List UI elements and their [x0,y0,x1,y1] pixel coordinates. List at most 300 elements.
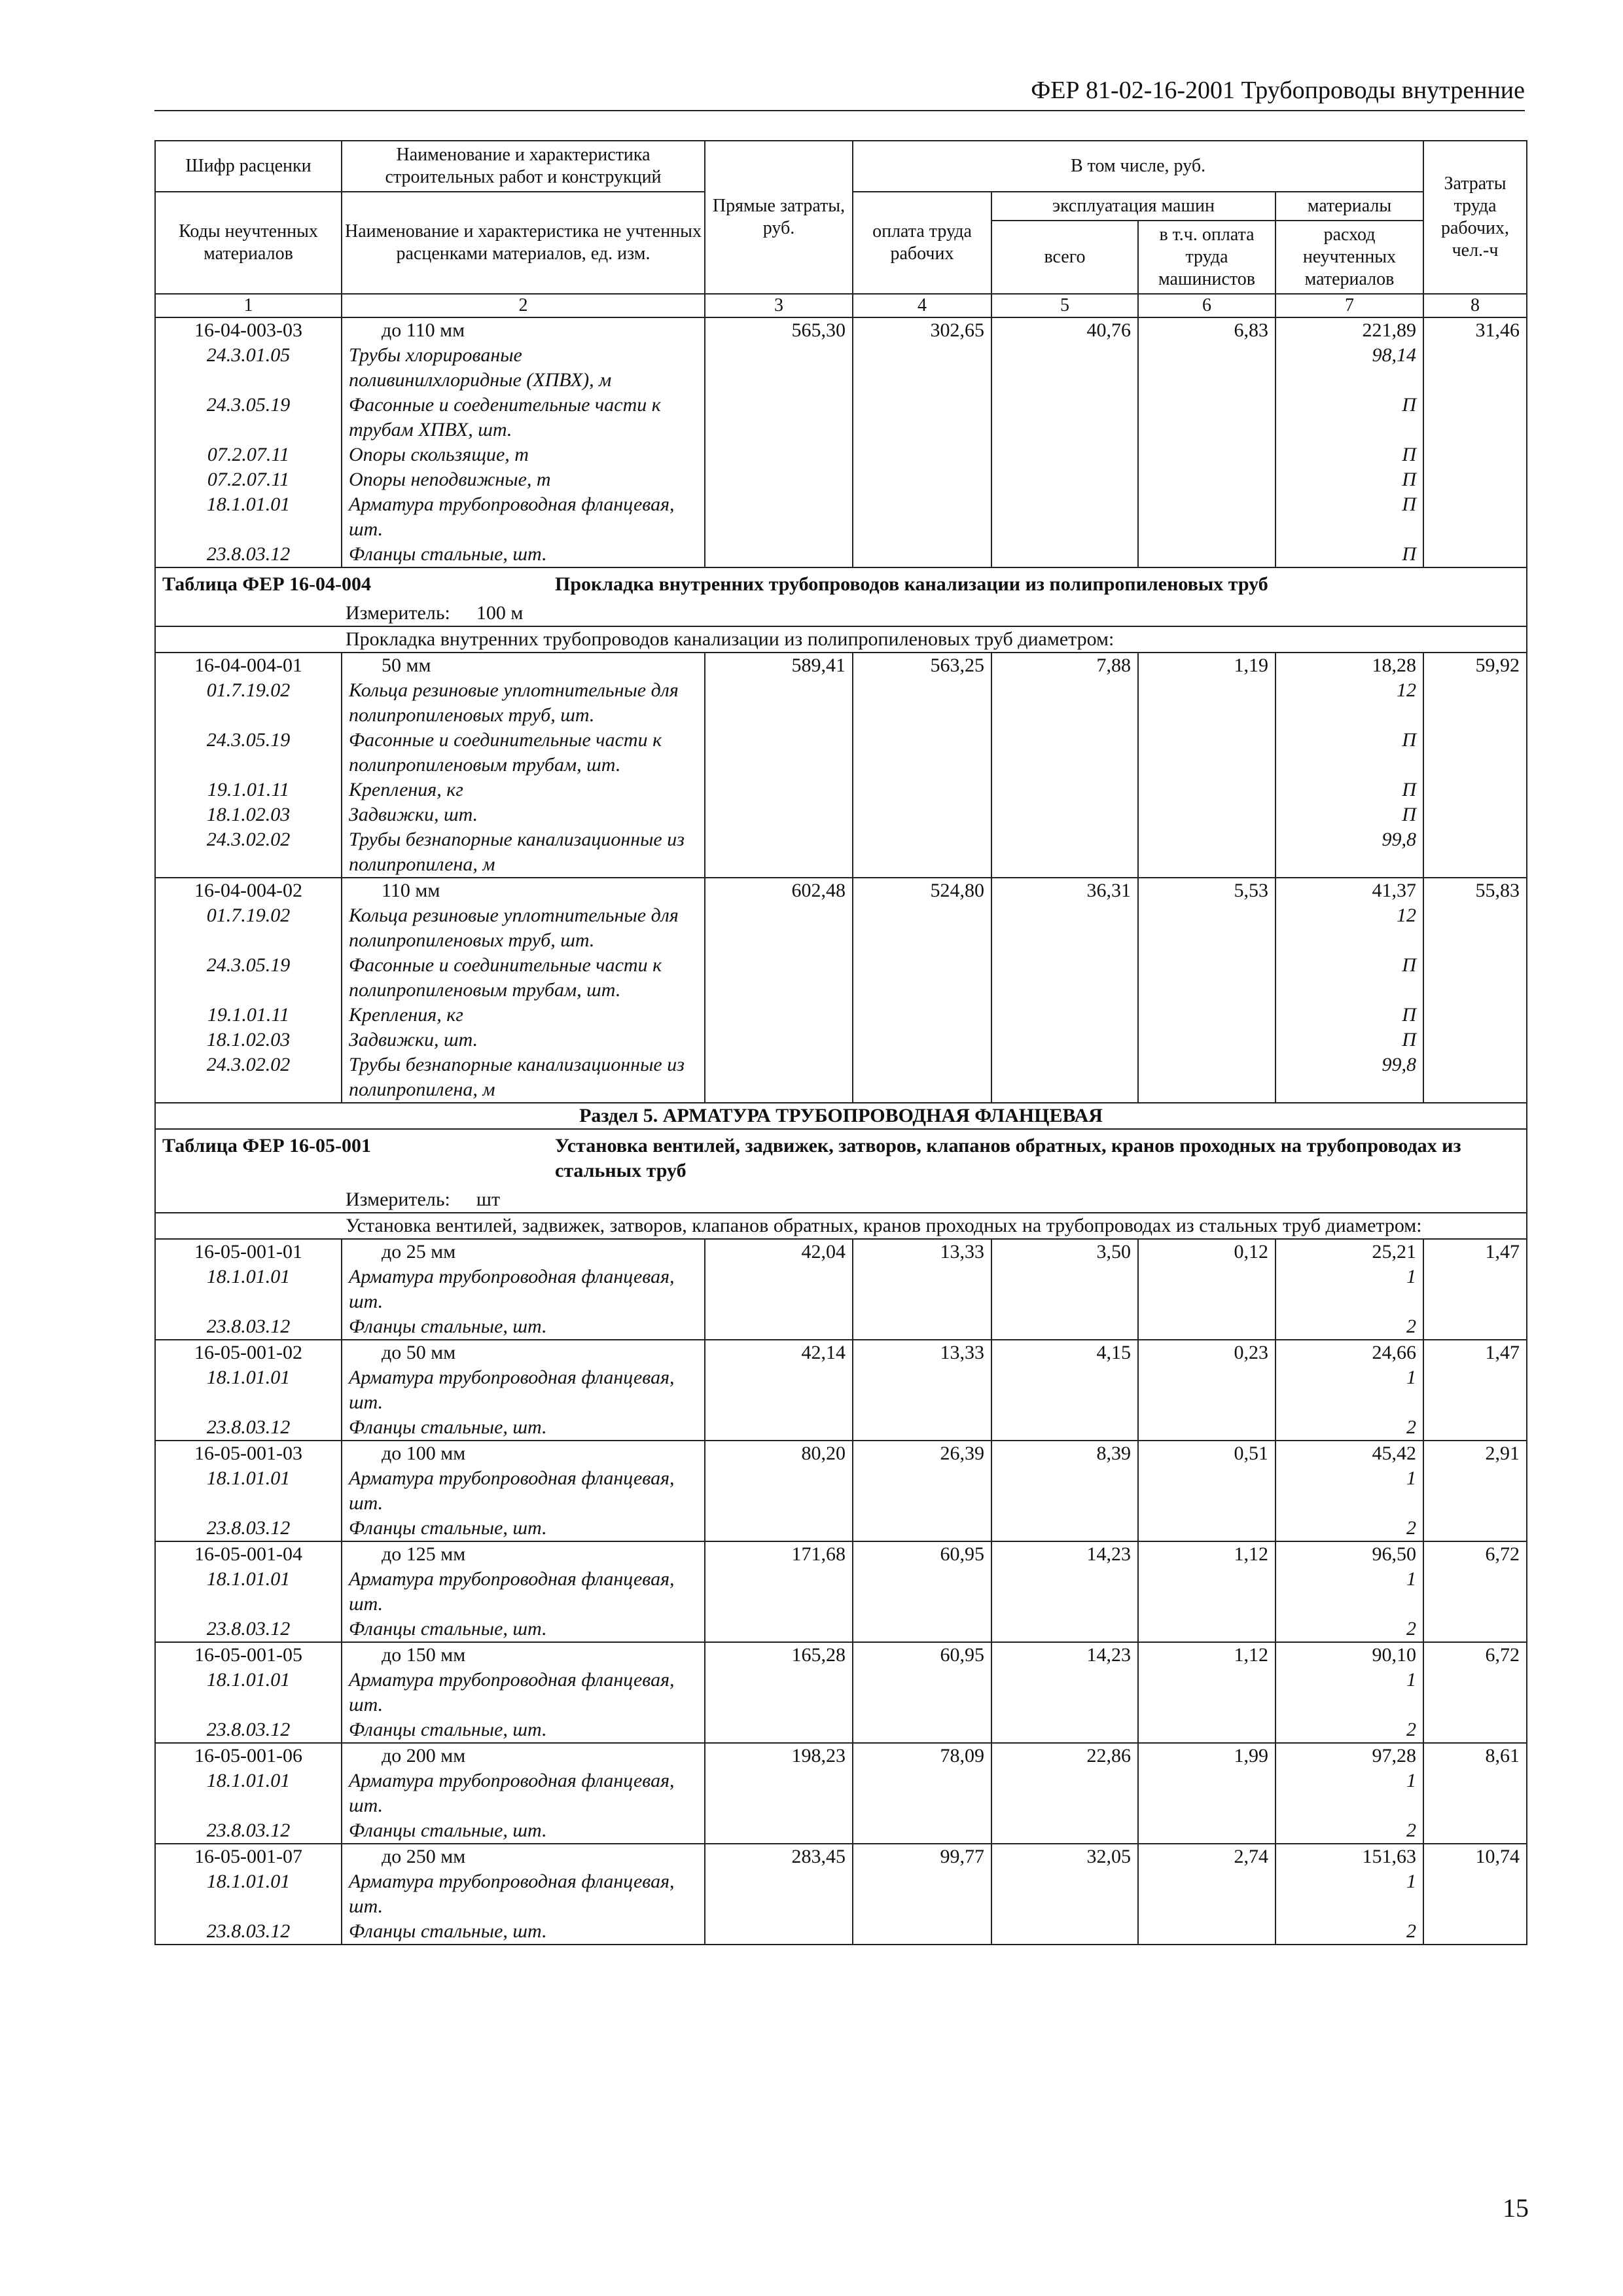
empty-cell [1138,1717,1275,1743]
material-row [155,492,1527,542]
rate-value-c3: 589,41 [705,653,853,678]
material-code: 23.8.03.12 [155,542,342,567]
empty-cell [991,1265,1138,1314]
empty-cell [853,827,991,878]
empty-cell [853,1617,991,1642]
empty-cell [705,1365,853,1415]
rate-value-c8: 2,91 [1423,1441,1527,1466]
material-name: Фланцы стальные, шт. [342,1617,705,1642]
empty-cell [991,802,1138,827]
material-qty: 1 [1275,1869,1423,1919]
table-title [155,1129,1527,1187]
empty-cell [991,467,1138,492]
rate-value-c5: 22,86 [991,1743,1138,1768]
material-row [155,467,1527,492]
rate-row [155,1441,1527,1466]
empty-cell [705,1516,853,1541]
rate-row [155,1340,1527,1365]
empty-cell [705,1869,853,1919]
empty-cell [853,1466,991,1516]
empty-cell [1423,1818,1527,1844]
material-name: Опоры скользящие, т [342,442,705,467]
empty-cell [1423,442,1527,467]
rate-value-c6: 0,51 [1138,1441,1275,1466]
empty-cell [991,1415,1138,1441]
material-row [155,1869,1527,1919]
empty-cell [1138,1052,1275,1103]
rate-code: 16-04-004-02 [155,878,342,903]
rate-value-c4: 26,39 [853,1441,991,1466]
material-code: 24.3.05.19 [155,728,342,778]
material-row [155,678,1527,728]
col-num: 5 [991,294,1138,317]
empty-cell [1138,393,1275,442]
empty-cell [1138,1919,1275,1945]
rate-row [155,317,1527,343]
material-qty: П [1275,778,1423,802]
empty-cell [705,1028,853,1052]
empty-cell [991,778,1138,802]
empty-cell [853,343,991,393]
empty-cell [991,678,1138,728]
material-row [155,953,1527,1003]
empty-cell [705,1415,853,1441]
empty-cell [991,1617,1138,1642]
empty-cell [1423,1869,1527,1919]
rate-value-c6: 2,74 [1138,1844,1275,1869]
rate-value-c3: 198,23 [705,1743,853,1768]
rate-code: 16-04-004-01 [155,653,342,678]
material-code: 23.8.03.12 [155,1314,342,1340]
empty-cell [991,1869,1138,1919]
material-qty: 98,14 [1275,343,1423,393]
empty-cell [991,1668,1138,1717]
col-num: 7 [1275,294,1423,317]
rate-name: 110 мм [342,878,705,903]
empty-cell [991,1768,1138,1818]
rate-value-c5: 7,88 [991,653,1138,678]
material-qty: 2 [1275,1617,1423,1642]
material-row [155,1516,1527,1541]
material-row [155,542,1527,567]
empty-cell [705,1717,853,1743]
rate-row [155,1239,1527,1265]
empty-cell [705,1818,853,1844]
empty-cell [705,1003,853,1028]
material-row [155,393,1527,442]
rate-value-c5: 14,23 [991,1541,1138,1567]
empty-cell [705,728,853,778]
empty-cell [705,542,853,567]
page-header [154,71,1525,111]
material-name: Фланцы стальные, шт. [342,1314,705,1340]
table-title-text: Установка вентилей, задвижек, затворов, клапанов обратных, кранов проходных на трубопроводах из стальных труб [555,1135,1461,1181]
empty-cell [705,1567,853,1617]
material-row [155,1052,1527,1103]
empty-cell [1423,1617,1527,1642]
material-name: Арматура трубопроводная фланцевая, шт. [342,1466,705,1516]
material-code: 23.8.03.12 [155,1919,342,1945]
material-code: 18.1.01.01 [155,1466,342,1516]
empty-cell [705,1768,853,1818]
empty-cell [1138,1365,1275,1415]
material-qty: 2 [1275,1415,1423,1441]
empty-cell [853,1567,991,1617]
table-description: Установка вентилей, задвижек, затворов, клапанов обратных, кранов проходных на трубопроводах из стальных труб диаметром: [155,1213,1527,1239]
rate-value-c5: 3,50 [991,1239,1138,1265]
rate-value-c6: 1,12 [1138,1541,1275,1567]
empty-cell [705,778,853,802]
material-name: Арматура трубопроводная фланцевая, шт. [342,1365,705,1415]
empty-cell [1423,678,1527,728]
empty-cell [1423,1717,1527,1743]
material-qty: 2 [1275,1717,1423,1743]
rate-code: 16-05-001-05 [155,1642,342,1668]
rate-value-c7: 45,42 [1275,1441,1423,1466]
rate-value-c3: 80,20 [705,1441,853,1466]
col-naim: Наименование и характеристика строительных работ и конструкций [342,141,705,192]
empty-cell [991,1567,1138,1617]
rate-value-c8: 1,47 [1423,1340,1527,1365]
empty-cell [1138,1768,1275,1818]
empty-cell [853,953,991,1003]
col-num: 3 [705,294,853,317]
rate-value-c4: 60,95 [853,1642,991,1668]
material-row [155,802,1527,827]
empty-cell [1423,542,1527,567]
rate-value-c5: 14,23 [991,1642,1138,1668]
material-row [155,728,1527,778]
empty-cell [1138,728,1275,778]
empty-cell [991,393,1138,442]
material-name: Фасонные и соеденительные части к трубам ХПВХ, шт. [342,393,705,442]
rate-value-c8: 31,46 [1423,317,1527,343]
material-code: 18.1.01.01 [155,1668,342,1717]
rate-value-c7: 90,10 [1275,1642,1423,1668]
empty-cell [853,1516,991,1541]
rate-row [155,1743,1527,1768]
material-row [155,1919,1527,1945]
empty-cell [1138,1818,1275,1844]
empty-cell [1138,1265,1275,1314]
empty-cell [1423,778,1527,802]
rate-value-c6: 1,19 [1138,653,1275,678]
rate-code: 16-05-001-04 [155,1541,342,1567]
material-code: 23.8.03.12 [155,1818,342,1844]
rate-value-c5: 32,05 [991,1844,1138,1869]
empty-cell [853,542,991,567]
empty-cell [1138,1466,1275,1516]
empty-cell [705,953,853,1003]
material-row [155,903,1527,953]
empty-cell [853,1869,991,1919]
empty-cell [853,393,991,442]
table-title-row [155,1129,1527,1187]
empty-cell [1423,1919,1527,1945]
empty-cell [1423,393,1527,442]
empty-cell [991,1314,1138,1340]
col-total: всего [991,221,1138,294]
rate-value-c7: 24,66 [1275,1340,1423,1365]
rate-code: 16-04-003-03 [155,317,342,343]
material-name: Фланцы стальные, шт. [342,542,705,567]
empty-cell [1138,778,1275,802]
empty-cell [853,1818,991,1844]
empty-cell [1138,827,1275,878]
material-row [155,1818,1527,1844]
rate-value-c7: 25,21 [1275,1239,1423,1265]
material-row [155,1265,1527,1314]
measure [155,601,1527,626]
col-num: 2 [342,294,705,317]
table-description: Прокладка внутренних трубопроводов канализации из полипропиленовых труб диаметром: [155,626,1527,653]
material-name: Задвижки, шт. [342,1028,705,1052]
table-title-row [155,567,1527,601]
material-qty: П [1275,442,1423,467]
material-code: 18.1.01.01 [155,1265,342,1314]
material-qty: П [1275,1003,1423,1028]
empty-cell [705,393,853,442]
material-code: 18.1.01.01 [155,1869,342,1919]
material-code: 07.2.07.11 [155,467,342,492]
table-body [155,141,1527,1945]
material-name: Арматура трубопроводная фланцевая, шт. [342,1668,705,1717]
empty-cell [1138,1516,1275,1541]
header-row-1 [155,141,1527,192]
table-label: Таблица ФЕР 16-05-001 [162,1135,371,1157]
empty-cell [991,1717,1138,1743]
empty-cell [705,492,853,542]
empty-cell [1138,1003,1275,1028]
material-qty: П [1275,467,1423,492]
rate-value-c6: 1,99 [1138,1743,1275,1768]
rate-value-c4: 99,77 [853,1844,991,1869]
empty-cell [991,1516,1138,1541]
empty-cell [1423,903,1527,953]
rate-value-c3: 565,30 [705,317,853,343]
empty-cell [1138,492,1275,542]
empty-cell [991,1003,1138,1028]
rate-name: до 200 мм [342,1743,705,1768]
material-code: 18.1.02.03 [155,1028,342,1052]
empty-cell [1423,1052,1527,1103]
material-code: 19.1.01.11 [155,1003,342,1028]
material-qty: 99,8 [1275,827,1423,878]
empty-cell [705,827,853,878]
rate-code: 16-05-001-01 [155,1239,342,1265]
material-code: 23.8.03.12 [155,1415,342,1441]
material-qty: 1 [1275,1768,1423,1818]
measure-label: Измеритель: [346,602,450,624]
empty-cell [853,1668,991,1717]
rate-row [155,653,1527,678]
empty-cell [991,343,1138,393]
material-code: 23.8.03.12 [155,1617,342,1642]
empty-cell [991,827,1138,878]
material-code: 01.7.19.02 [155,903,342,953]
material-code: 18.1.01.01 [155,492,342,542]
rate-value-c8: 59,92 [1423,653,1527,678]
document-title: ФЕР 81-02-16-2001 Трубопроводы внутренние [1031,77,1525,104]
rate-row [155,1642,1527,1668]
material-row [155,778,1527,802]
rate-value-c8: 10,74 [1423,1844,1527,1869]
measure-label: Измеритель: [346,1189,450,1210]
empty-cell [991,1818,1138,1844]
material-qty: 1 [1275,1365,1423,1415]
empty-cell [1423,1668,1527,1717]
material-qty: 12 [1275,678,1423,728]
material-qty: П [1275,492,1423,542]
material-code: 18.1.01.01 [155,1567,342,1617]
empty-cell [1138,903,1275,953]
empty-cell [853,678,991,728]
rate-name: до 250 мм [342,1844,705,1869]
material-qty: 2 [1275,1314,1423,1340]
rate-value-c8: 1,47 [1423,1239,1527,1265]
empty-cell [1138,1415,1275,1441]
material-row [155,1617,1527,1642]
empty-cell [1423,1415,1527,1441]
empty-cell [1138,1668,1275,1717]
empty-cell [1423,1028,1527,1052]
rate-name: до 125 мм [342,1541,705,1567]
description-row [155,1213,1527,1239]
col-num: 1 [155,294,342,317]
material-qty: 1 [1275,1668,1423,1717]
rate-row [155,878,1527,903]
rate-value-c6: 0,23 [1138,1340,1275,1365]
empty-cell [705,678,853,728]
col-labor-cost: Затраты труда рабочих, чел.-ч [1423,141,1527,294]
empty-cell [1423,492,1527,542]
rate-code: 16-05-001-07 [155,1844,342,1869]
material-qty: П [1275,1028,1423,1052]
empty-cell [705,343,853,393]
empty-cell [853,1768,991,1818]
empty-cell [853,802,991,827]
material-code: 24.3.01.05 [155,343,342,393]
material-code: 01.7.19.02 [155,678,342,728]
empty-cell [853,778,991,802]
material-qty: П [1275,393,1423,442]
empty-cell [853,492,991,542]
col-num: 6 [1138,294,1275,317]
rate-value-c7: 96,50 [1275,1541,1423,1567]
rate-value-c5: 4,15 [991,1340,1138,1365]
material-code: 24.3.05.19 [155,393,342,442]
empty-cell [1138,1028,1275,1052]
description-row [155,626,1527,653]
rate-name: 50 мм [342,653,705,678]
rate-name: до 100 мм [342,1441,705,1466]
material-name: Фланцы стальные, шт. [342,1516,705,1541]
rate-value-c4: 302,65 [853,317,991,343]
empty-cell [853,1003,991,1028]
material-code: 18.1.02.03 [155,802,342,827]
rate-value-c4: 524,80 [853,878,991,903]
empty-cell [705,1265,853,1314]
material-name: Опоры неподвижные, т [342,467,705,492]
empty-cell [853,442,991,467]
material-row [155,1768,1527,1818]
empty-cell [1423,467,1527,492]
rate-value-c6: 1,12 [1138,1642,1275,1668]
material-row [155,1028,1527,1052]
empty-cell [705,1919,853,1945]
empty-cell [705,1617,853,1642]
empty-cell [705,1314,853,1340]
material-code: 18.1.01.01 [155,1365,342,1415]
empty-cell [853,1314,991,1340]
rate-name: до 150 мм [342,1642,705,1668]
material-name: Кольца резиновые уплотнительные для полипропиленовых труб, шт. [342,678,705,728]
empty-cell [705,1466,853,1516]
rate-value-c8: 8,61 [1423,1743,1527,1768]
col-num: 4 [853,294,991,317]
empty-cell [991,1028,1138,1052]
material-qty: 1 [1275,1567,1423,1617]
material-qty: 99,8 [1275,1052,1423,1103]
col-direct: Прямые затраты, руб. [705,141,853,294]
empty-cell [1423,1314,1527,1340]
empty-cell [1138,953,1275,1003]
col-incl: В том числе, руб. [853,141,1423,192]
empty-cell [853,1919,991,1945]
rate-value-c6: 5,53 [1138,878,1275,903]
material-name: Трубы безнапорные канализационные из полипропилена, м [342,1052,705,1103]
empty-cell [1138,678,1275,728]
material-row [155,1415,1527,1441]
empty-cell [1423,1365,1527,1415]
material-name: Фасонные и соединительные части к полипропиленовым трубам, шт. [342,953,705,1003]
rate-value-c8: 6,72 [1423,1541,1527,1567]
col-num: 8 [1423,294,1527,317]
empty-cell [1138,542,1275,567]
rate-value-c4: 563,25 [853,653,991,678]
empty-cell [1423,1768,1527,1818]
rate-row [155,1844,1527,1869]
material-name: Крепления, кг [342,1003,705,1028]
rate-value-c8: 55,83 [1423,878,1527,903]
material-row [155,442,1527,467]
rate-value-c7: 97,28 [1275,1743,1423,1768]
rate-value-c4: 13,33 [853,1340,991,1365]
material-name: Трубы безнапорные канализационные из полипропилена, м [342,827,705,878]
col-shifr: Шифр расценки [155,141,342,192]
empty-cell [1423,1003,1527,1028]
empty-cell [1138,442,1275,467]
empty-cell [991,953,1138,1003]
empty-cell [1138,1869,1275,1919]
material-code: 23.8.03.12 [155,1717,342,1743]
col-naim-unacc: Наименование и характеристика не учтенных расценками материалов, ед. изм. [342,192,705,294]
rate-value-c5: 8,39 [991,1441,1138,1466]
empty-cell [1138,343,1275,393]
material-row [155,1003,1527,1028]
col-machines: эксплуатация машин [991,192,1275,221]
empty-cell [705,802,853,827]
material-name: Фасонные и соединительные части к полипропиленовым трубам, шт. [342,728,705,778]
empty-cell [1423,827,1527,878]
empty-cell [991,903,1138,953]
material-qty: 2 [1275,1919,1423,1945]
rate-value-c4: 78,09 [853,1743,991,1768]
col-codes: Коды неучтенных материалов [155,192,342,294]
empty-cell [1138,1567,1275,1617]
empty-cell [1423,343,1527,393]
material-qty: 12 [1275,903,1423,953]
